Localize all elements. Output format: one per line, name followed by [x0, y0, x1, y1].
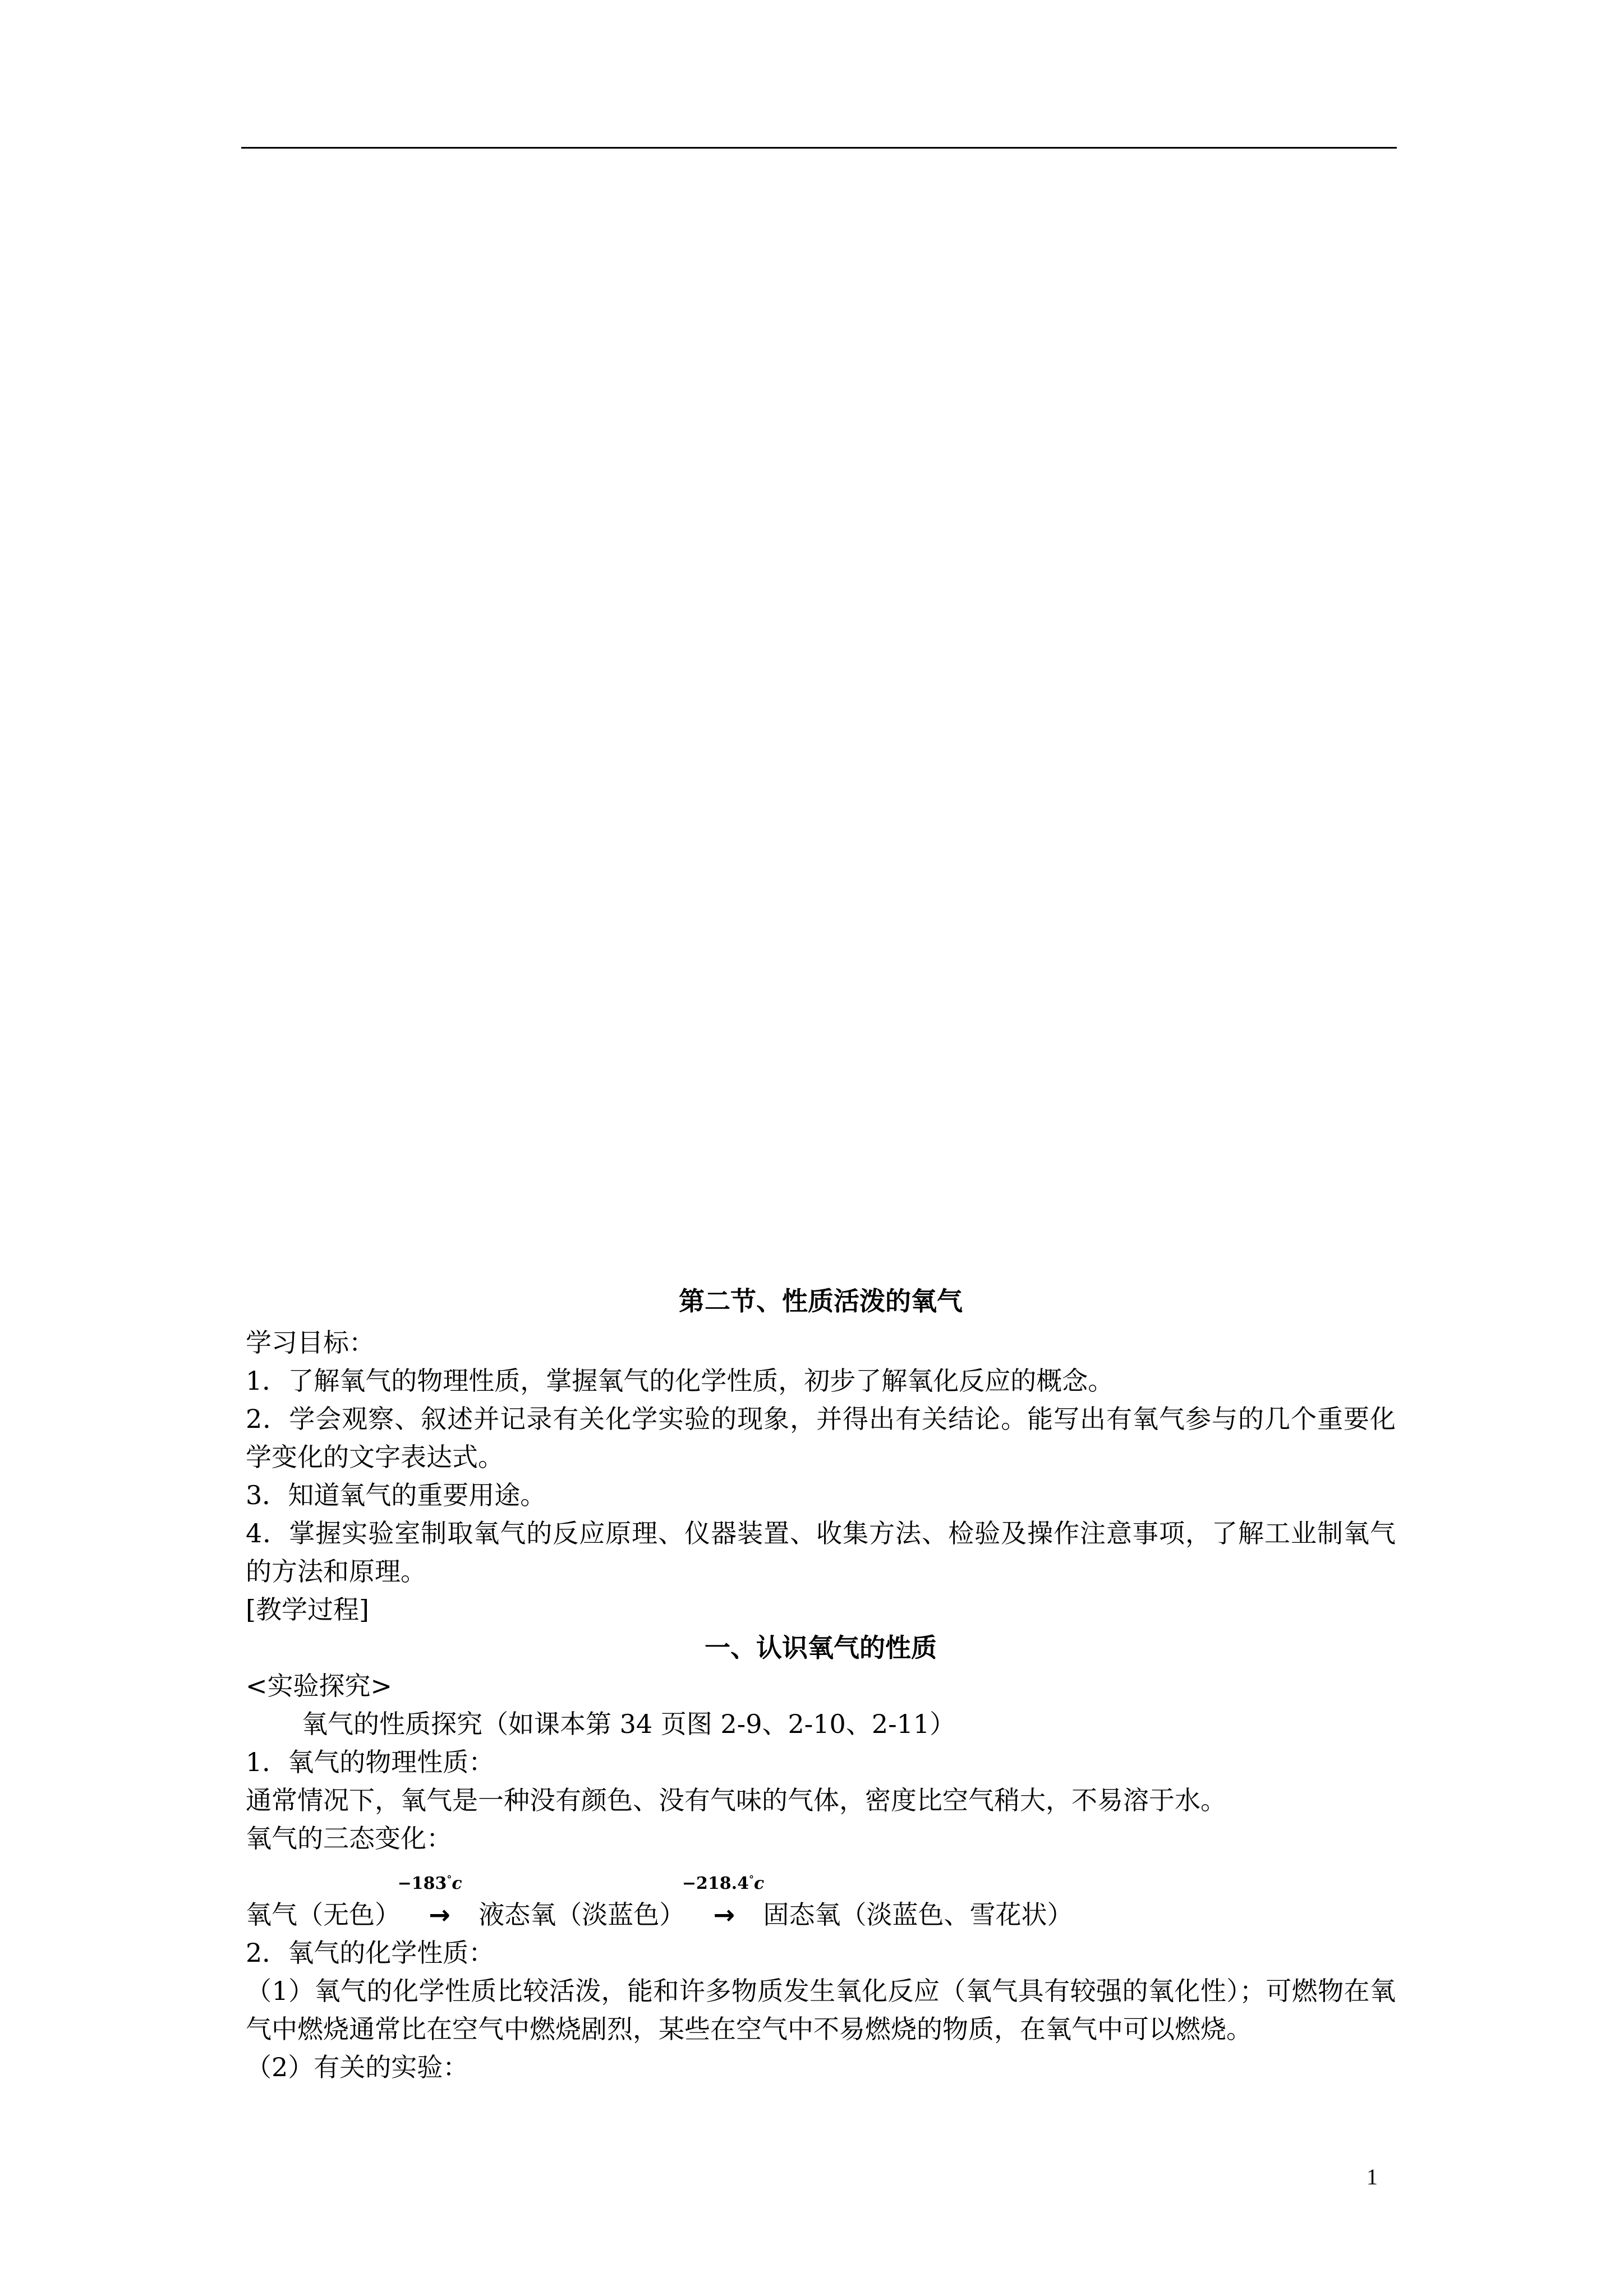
transition-arrow-1 — [397, 1874, 471, 1934]
right-arrow-icon: → — [429, 1899, 450, 1930]
objective-item: 3．知道氧气的重要用途。 — [246, 1480, 546, 1510]
temperature-label-2: −218.4°c — [682, 1874, 765, 1893]
states-heading: 氧气的三态变化： — [246, 1823, 452, 1854]
document-title: 第二节、性质活泼的氧气 — [679, 1286, 963, 1316]
transition-arrow-2 — [682, 1874, 765, 1934]
process-heading: [教学过程] — [246, 1594, 369, 1625]
physical-heading: 1．氧气的物理性质： — [246, 1747, 495, 1777]
document-body — [246, 1279, 1396, 2086]
section-title: 一、认识氧气的性质 — [705, 1633, 937, 1663]
state-solid: 固态氧（淡蓝色、雪花状） — [763, 1899, 1073, 1930]
state-gas: 氧气（无色） — [246, 1899, 401, 1930]
chemical-text: （1）氧气的化学性质比较活泼，能和许多物质发生氧化反应（氧气具有较强的氧化性）；可燃物在氧气中燃烧通常比在空气中燃烧剧烈，某些在空气中不易燃烧的物质，在氧气中可以燃烧。 — [246, 1976, 1396, 2044]
state-transition — [246, 1857, 1396, 1934]
chemical-heading: 2．氧气的化学性质： — [246, 1938, 495, 1968]
state-liquid: 液态氧（淡蓝色） — [479, 1899, 686, 1930]
page-number: 1 — [1367, 2164, 1378, 2189]
experiments-heading: （2）有关的实验： — [246, 2052, 469, 2082]
right-arrow-icon: → — [713, 1899, 735, 1930]
objective-item: 1．了解氧气的物理性质，掌握氧气的化学性质，初步了解氧化反应的概念。 — [246, 1366, 1114, 1396]
experiment-text: 氧气的性质探究（如课本第 34 页图 2-9、2-10、2-11） — [302, 1709, 956, 1739]
objective-item: 2．学会观察、叙述并记录有关化学实验的现象，并得出有关结论。能写出有氧气参与的几个重要化学变化的文字表达式。 — [246, 1404, 1396, 1472]
objectives-heading: 学习目标： — [246, 1327, 375, 1358]
physical-text: 通常情况下，氧气是一种没有颜色、没有气味的气体，密度比空气稍大，不易溶于水。 — [246, 1785, 1226, 1815]
objective-item: 4．掌握实验室制取氧气的反应原理、仪器装置、收集方法、检验及操作注意事项，了解工业制氧气的方法和原理。 — [246, 1518, 1396, 1587]
temperature-label-1: −183°c — [397, 1874, 462, 1893]
header-rule — [241, 147, 1397, 149]
experiment-label: <实验探究> — [246, 1671, 393, 1701]
